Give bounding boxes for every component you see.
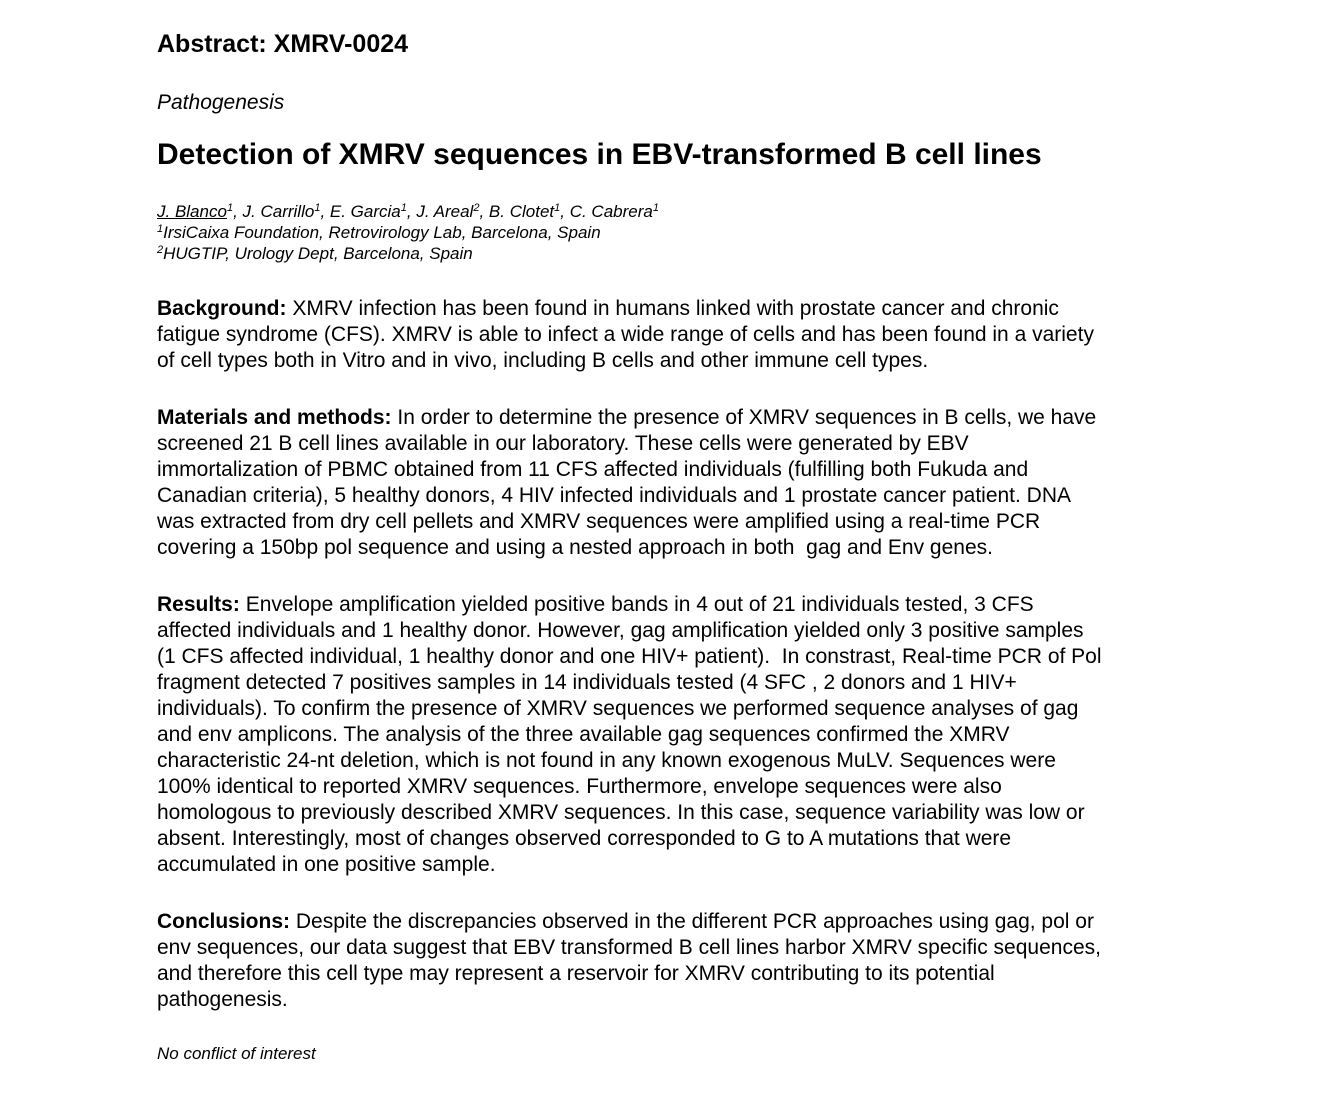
author-separator: ,	[320, 202, 330, 221]
affiliation-line	[157, 243, 1187, 264]
author-separator: ,	[560, 202, 570, 221]
abstract-page	[157, 28, 1187, 1064]
author-affiliation-mark: 1	[314, 202, 321, 214]
author-name: E. Garcia	[329, 202, 401, 221]
background-section	[157, 296, 1187, 374]
background-label: Background:	[157, 297, 287, 320]
abstract-category: Pathogenesis	[157, 91, 285, 114]
methods-section	[157, 405, 1187, 561]
author-separator: ,	[406, 202, 417, 221]
abstract-id-heading: Abstract: XMRV-0024	[157, 30, 409, 58]
author-name: J. Areal	[416, 202, 474, 221]
author-name: C. Cabrera	[569, 202, 653, 221]
affiliation-text: IrsiCaixa Foundation, Retrovirology Lab, Barcelona, Spain	[163, 223, 601, 242]
results-text: Envelope amplification yielded positive bands in 4 out of 21 individuals tested, 3 CFS affected individuals and 1 healthy donor. However, gag amplification yielded only 3 positive samples (1 CFS affected individual, 1 healthy donor and one HIV+ patient). In constrast, Real-time PCR of Pol fragment detected 7 positives samples in 14 individuals tested (4 SFC , 2 donors and 1 HIV+ individuals). To confirm the presence of XMRV sequences we performed sequence analyses of gag and env amplicons. The analysis of the three available gag sequences confirmed the XMRV characteristic 24-nt deletion, which is not found in any known exogenous MuLV. Sequences were 100% identical to reported XMRV sequences. Furthermore, envelope sequences were also homologous to previously described XMRV sequences. In this case, sequence variability was low or absent. Interestingly, most of changes observed corresponded to G to A mutations that were accumulated in one positive sample.	[157, 593, 1102, 876]
results-section	[157, 592, 1187, 878]
conclusions-text: Despite the discrepancies observed in the different PCR approaches using gag, pol or env sequences, our data suggest that EBV transformed B cell lines harbor XMRV specific sequences, and therefore this cell type may represent a reservoir for XMRV contributing to its potential pathogenesis.	[157, 910, 1101, 1011]
methods-text: In order to determine the presence of XMRV sequences in B cells, we have screened 21 B cell lines available in our laboratory. These cells were generated by EBV immortalization of PBMC obtained from 11 CFS affected individuals (fulfilling both Fukuda and Canadian criteria), 5 healthy donors, 4 HIV infected individuals and 1 prostate cancer patient. DNA was extracted from dry cell pellets and XMRV sequences were amplified using a real-time PCR covering a 150bp pol sequence and using a nested approach in both gag and Env genes.	[157, 406, 1097, 559]
conclusions-label: Conclusions:	[157, 910, 291, 933]
author-affiliation-mark: 1	[652, 202, 659, 214]
author-list	[157, 201, 1187, 222]
author-separator: ,	[233, 202, 243, 221]
author-affiliation-mark: 1	[554, 202, 561, 214]
results-label: Results:	[157, 593, 240, 616]
author-name: B. Clotet	[488, 202, 555, 221]
affiliation-text: HUGTIP, Urology Dept, Barcelona, Spain	[163, 244, 473, 263]
author-name: J. Blanco	[157, 202, 227, 221]
conflict-of-interest-note: No conflict of interest	[157, 1044, 316, 1063]
author-separator: ,	[479, 202, 489, 221]
conclusions-section	[157, 909, 1187, 1013]
methods-label: Materials and methods:	[157, 406, 392, 429]
abstract-title: Detection of XMRV sequences in EBV-transformed B cell lines	[157, 138, 1042, 171]
author-affiliation-mark: 1	[400, 202, 407, 214]
authors-block	[157, 201, 1187, 264]
affiliation-mark: 2	[157, 244, 164, 256]
affiliation-line	[157, 222, 1187, 243]
author-affiliation-mark: 2	[473, 202, 480, 214]
background-text: XMRV infection has been found in humans linked with prostate cancer and chronic fatigue syndrome (CFS). XMRV is able to infect a wide range of cells and has been found in a variety of cell types both in Vitro and in vivo, including B cells and other immune cell types.	[157, 297, 1094, 372]
author-affiliation-mark: 1	[226, 202, 234, 214]
affiliation-mark: 1	[157, 223, 164, 235]
author-name: J. Carrillo	[242, 202, 315, 221]
